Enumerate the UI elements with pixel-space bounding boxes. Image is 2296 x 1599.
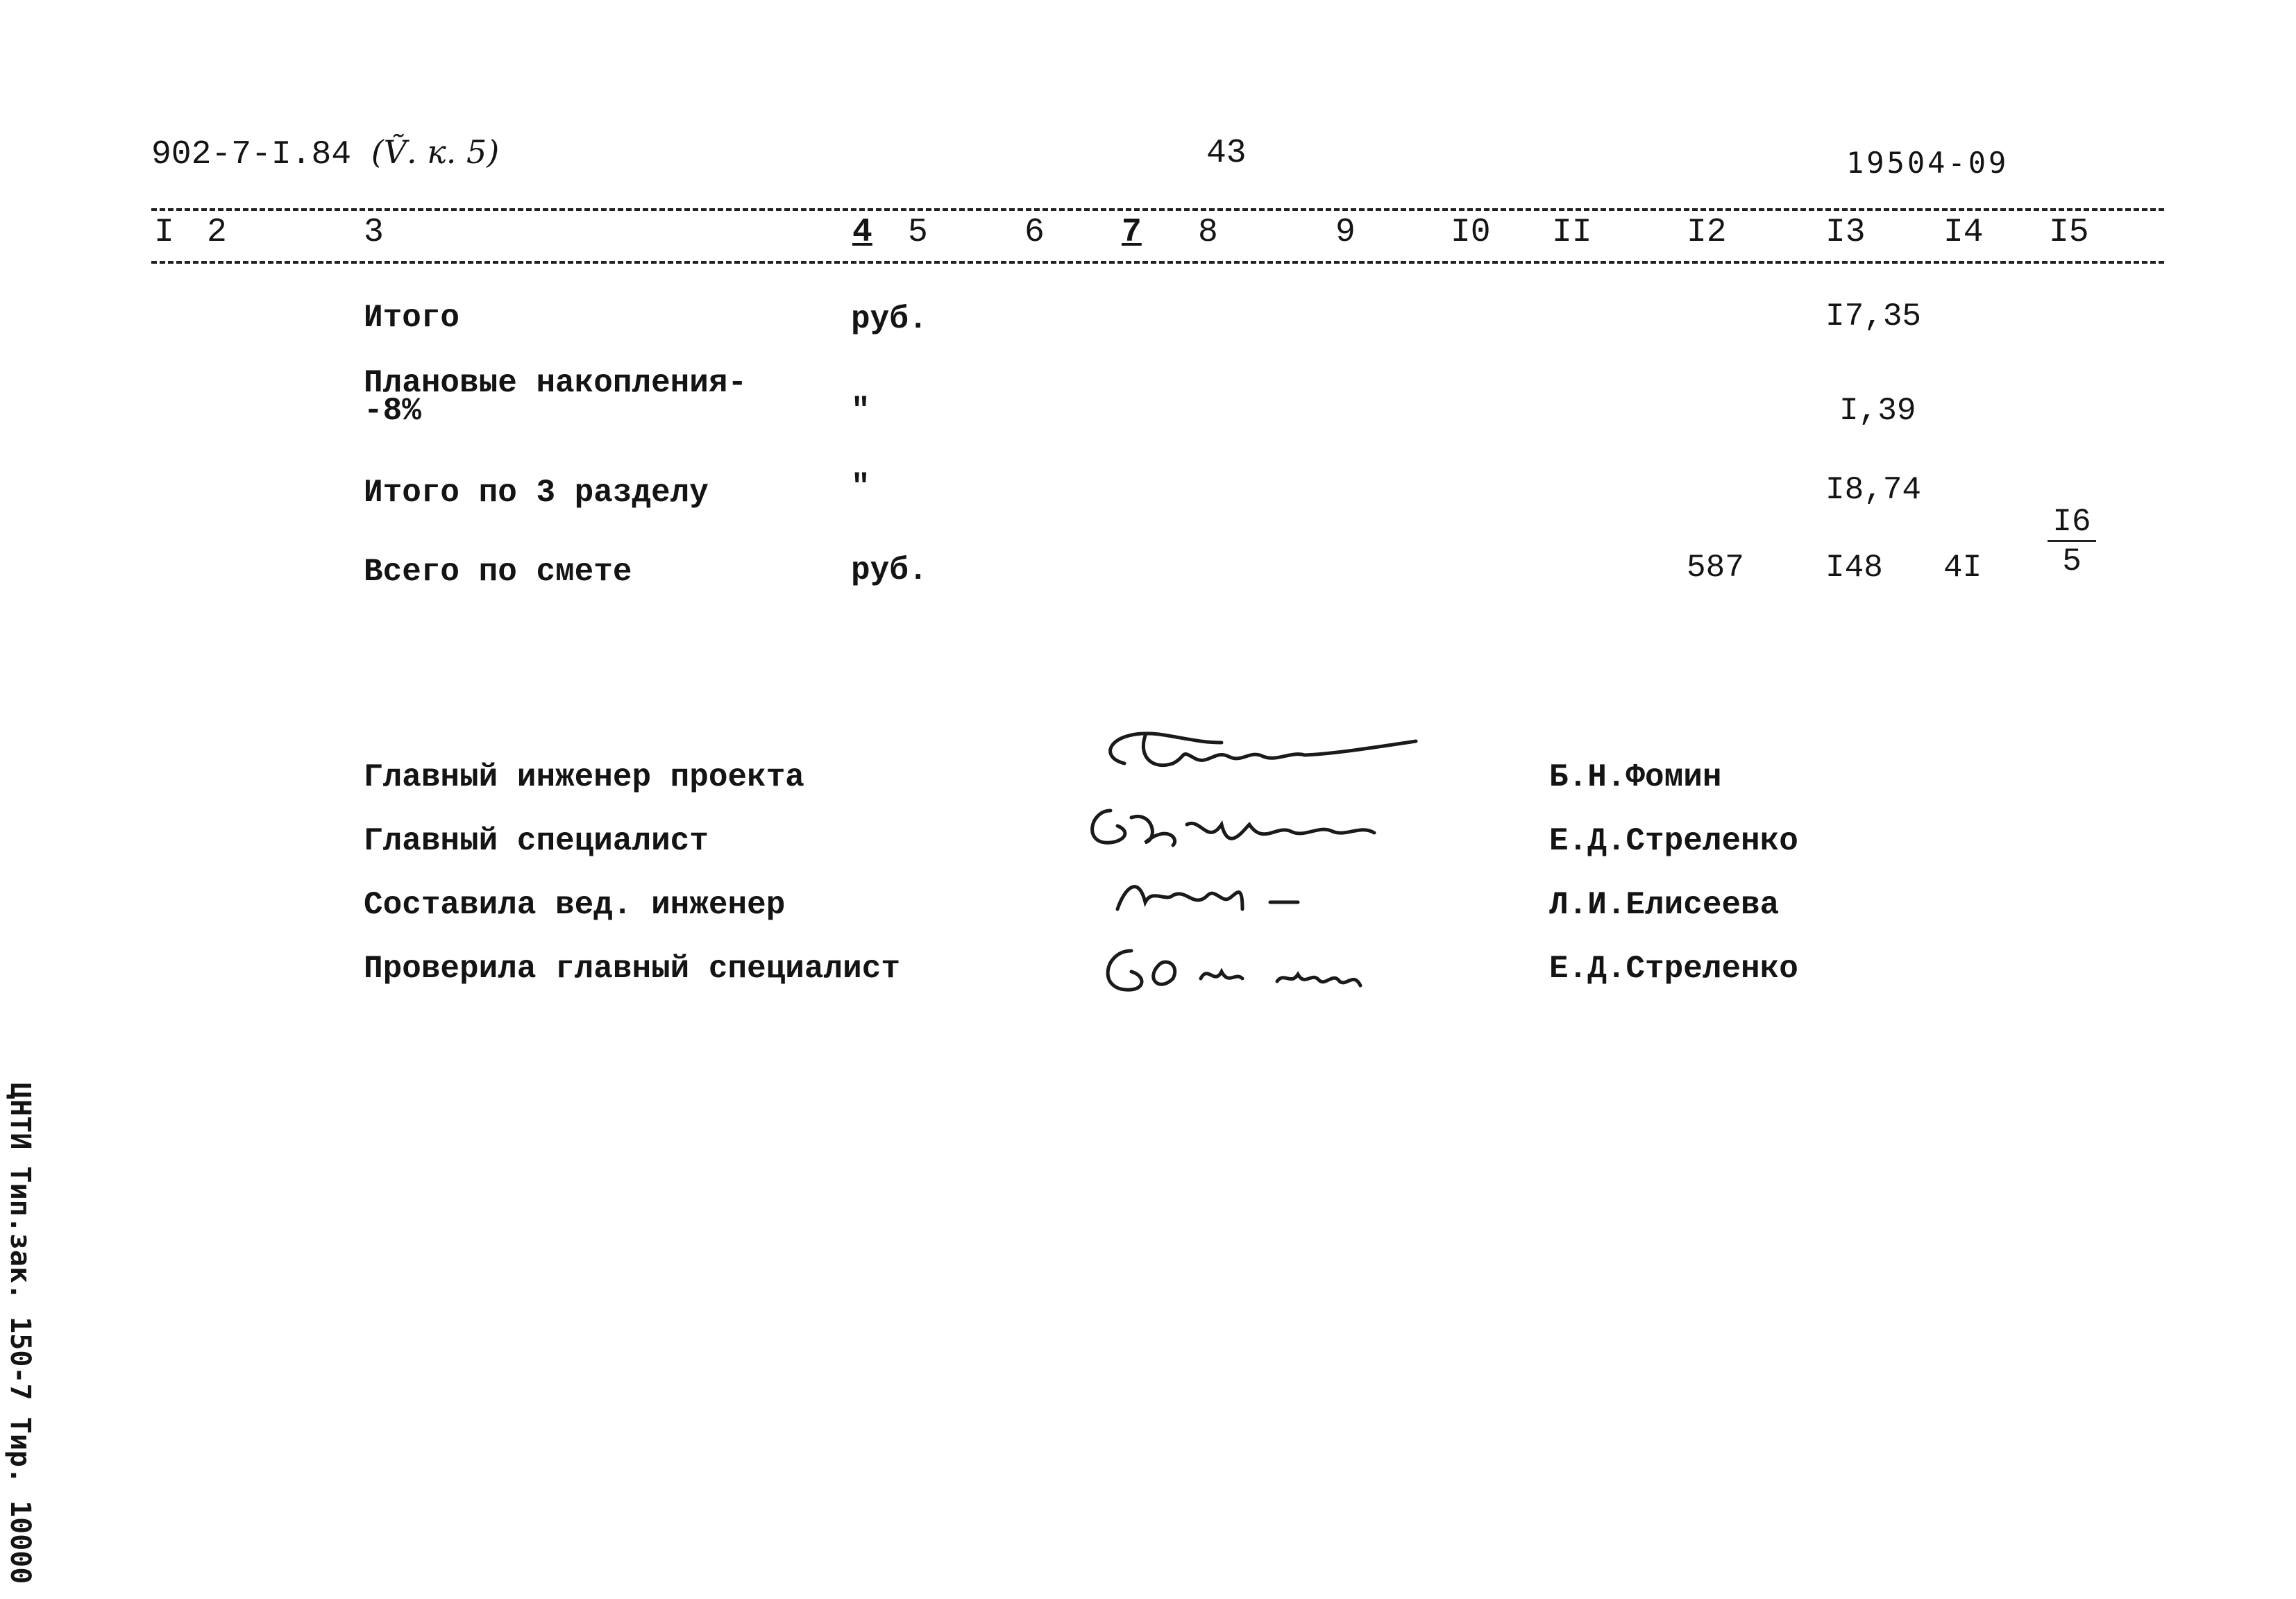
signature-name-chief-engineer: Б.Н.Фомин — [1549, 759, 1722, 795]
row-value-col13-subtotal: I7,35 — [1825, 298, 1922, 335]
printing-imprint: ЦНТИ Тип.зак. 150-7 Тир. 10000 — [4, 1083, 36, 1584]
column-number-12: I2 — [1687, 214, 1727, 251]
column-number-4: 4 — [852, 214, 872, 251]
document-code: 902-7-I.84 (Ṽ. к. 5) — [151, 133, 500, 174]
header-rule-bottom — [151, 261, 2164, 264]
handwritten-signature-4 — [1069, 923, 1430, 999]
row-unit-section3-total: " — [851, 469, 870, 505]
row-label-grand-total: Всего по смете — [364, 554, 632, 590]
row-unit-subtotal: руб. — [851, 301, 928, 337]
signature-name-chief-specialist: Е.Д.Стреленко — [1549, 823, 1798, 859]
row-label-section3-total: Итого по 3 разделу — [364, 475, 709, 511]
column-number-11: II — [1552, 214, 1592, 251]
column-number-1: I — [154, 214, 174, 251]
column-number-7: 7 — [1122, 214, 1142, 251]
row-value-col15-fraction — [2048, 504, 2096, 581]
column-number-8: 8 — [1198, 214, 1218, 251]
column-number-5: 5 — [908, 214, 928, 251]
handwritten-signature-3 — [1069, 861, 1347, 923]
signature-name-checked-by: Е.Д.Стреленко — [1549, 951, 1798, 987]
fraction-numerator: I6 — [2048, 504, 2096, 542]
signature-role-checked-by: Проверила главный специалист — [364, 951, 900, 987]
column-number-6: 6 — [1024, 214, 1045, 251]
column-number-10: I0 — [1451, 214, 1491, 251]
column-number-13: I3 — [1825, 214, 1866, 251]
row-value-col13-grand-total: I48 — [1825, 550, 1883, 586]
signature-role-compiled-by: Составила вед. инженер — [364, 887, 786, 923]
handwritten-reference: (Ṽ. к. 5) — [371, 133, 500, 171]
column-number-2: 2 — [207, 214, 227, 251]
row-value-col13-planned-savings: I,39 — [1839, 393, 1916, 429]
header-rule-top — [151, 208, 2164, 211]
column-number-14: I4 — [1943, 214, 1984, 251]
signature-name-compiled-by: Л.И.Елисеева — [1549, 887, 1780, 923]
column-number-15: I5 — [2049, 214, 2089, 251]
column-number-3: 3 — [364, 214, 384, 251]
row-value-col12-grand-total: 587 — [1687, 550, 1744, 586]
row-unit-grand-total: руб. — [851, 552, 928, 589]
row-label-planned-savings: Плановые накопления- -8% — [364, 365, 748, 429]
fraction-denominator: 5 — [2062, 543, 2082, 579]
row-value-col13-section3-total: I8,74 — [1825, 472, 1922, 508]
page-number: 43 — [1206, 135, 1247, 172]
handwritten-signature-2 — [1069, 783, 1430, 859]
row-value-col14-grand-total: 4I — [1943, 550, 1982, 586]
row-label-subtotal: Итого — [364, 300, 460, 336]
column-number-9: 9 — [1335, 214, 1356, 251]
signature-role-chief-engineer: Главный инженер проекта — [364, 759, 804, 795]
signature-role-chief-specialist: Главный специалист — [364, 823, 709, 859]
document-id: 19504-09 — [1846, 146, 2009, 180]
row-unit-planned-savings: " — [851, 393, 870, 429]
